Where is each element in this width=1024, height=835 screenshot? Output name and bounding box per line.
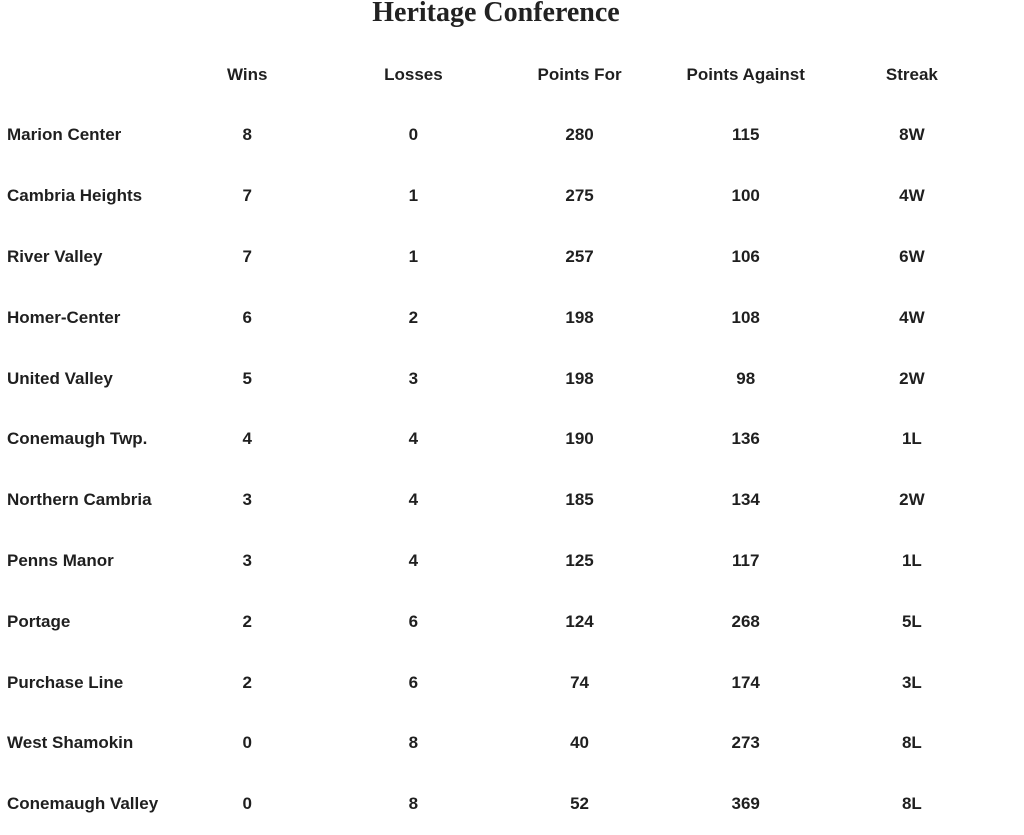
table-row	[0, 409, 995, 470]
wins-cell: 2	[242, 672, 252, 692]
losses-cell: 6	[408, 672, 419, 692]
points-for-column-header: Points For	[537, 64, 622, 84]
streak-cell: 2W	[899, 368, 925, 388]
wins-cell: 4	[242, 429, 252, 449]
points-for-cell: 190	[565, 429, 594, 449]
losses-cell: 1	[408, 246, 419, 266]
points-for-cell: 198	[565, 368, 594, 388]
table-row	[0, 531, 995, 592]
streak-column-header: Streak	[885, 64, 938, 84]
points-for-cell: 198	[565, 307, 594, 327]
page-title: Heritage Conference	[372, 0, 620, 28]
streak-cell: 1L	[901, 550, 922, 570]
team-name: Penns Manor	[7, 550, 114, 570]
table-row	[0, 227, 995, 288]
streak-cell: 4W	[899, 186, 925, 206]
points-against-cell: 136	[731, 429, 760, 449]
points-against-cell: 273	[731, 733, 760, 753]
streak-cell: 8L	[901, 733, 922, 753]
points-against-cell: 108	[731, 307, 760, 327]
losses-cell: 4	[408, 490, 419, 510]
points-against-cell: 98	[736, 368, 756, 388]
wins-cell: 6	[242, 307, 252, 327]
wins-cell: 7	[242, 186, 252, 206]
losses-cell: 8	[408, 794, 419, 814]
standings-table	[0, 44, 995, 835]
wins-cell: 3	[242, 490, 252, 510]
team-name: River Valley	[7, 246, 103, 266]
team-name: Portage	[7, 611, 71, 631]
points-against-column-header: Points Against	[686, 64, 805, 84]
table-row	[0, 166, 995, 227]
points-against-cell: 134	[731, 490, 760, 510]
losses-cell: 3	[408, 368, 419, 388]
streak-cell: 2W	[899, 490, 925, 510]
wins-cell: 5	[242, 368, 252, 388]
streak-cell: 4W	[899, 307, 925, 327]
points-against-cell: 100	[731, 186, 760, 206]
table-row	[0, 348, 995, 409]
streak-cell: 8W	[899, 125, 925, 145]
wins-cell: 8	[242, 125, 252, 145]
losses-cell: 4	[408, 550, 419, 570]
bottom-edge	[0, 818, 1024, 822]
table-row	[0, 470, 995, 531]
points-for-cell: 257	[565, 246, 594, 266]
table-row	[0, 652, 995, 713]
losses-column-header: Losses	[384, 64, 443, 84]
losses-cell: 6	[408, 611, 419, 631]
points-against-cell: 106	[731, 246, 760, 266]
wins-cell: 0	[242, 733, 252, 753]
points-for-cell: 74	[570, 672, 589, 692]
table-row	[0, 591, 995, 652]
team-name: Conemaugh Valley	[7, 794, 159, 814]
table-row	[0, 774, 995, 835]
table-row	[0, 105, 995, 166]
losses-cell: 8	[408, 733, 419, 753]
team-name: Purchase Line	[7, 672, 124, 692]
points-against-cell: 174	[731, 672, 760, 692]
team-name: Marion Center	[7, 125, 122, 145]
points-for-cell: 125	[565, 550, 594, 570]
points-against-cell: 268	[731, 611, 760, 631]
points-for-cell: 40	[570, 733, 589, 753]
points-against-cell: 369	[731, 794, 760, 814]
losses-cell: 0	[408, 125, 419, 145]
streak-cell: 8L	[901, 794, 922, 814]
wins-cell: 3	[242, 550, 252, 570]
streak-cell: 3L	[901, 672, 922, 692]
points-for-cell: 124	[565, 611, 594, 631]
team-column-header	[0, 44, 164, 105]
team-name: Northern Cambria	[7, 490, 152, 510]
points-against-cell: 115	[731, 125, 760, 145]
team-name: Conemaugh Twp.	[7, 429, 148, 449]
losses-cell: 1	[408, 186, 419, 206]
team-name: United Valley	[7, 368, 113, 388]
losses-cell: 2	[408, 307, 419, 327]
wins-column-header: Wins	[227, 64, 268, 84]
team-name: West Shamokin	[7, 733, 134, 753]
table-row	[0, 713, 995, 774]
table-row	[0, 287, 995, 348]
header-row	[0, 44, 995, 105]
streak-cell: 1L	[901, 429, 922, 449]
streak-cell: 6W	[899, 246, 925, 266]
points-for-cell: 52	[570, 794, 589, 814]
points-for-cell: 275	[565, 186, 594, 206]
wins-cell: 2	[242, 611, 252, 631]
team-name: Cambria Heights	[7, 186, 143, 206]
points-for-cell: 280	[565, 125, 594, 145]
points-against-cell: 117	[731, 550, 760, 570]
wins-cell: 7	[242, 246, 252, 266]
losses-cell: 4	[408, 429, 419, 449]
team-name: Homer-Center	[7, 307, 121, 327]
streak-cell: 5L	[901, 611, 922, 631]
wins-cell: 0	[242, 794, 252, 814]
points-for-cell: 185	[565, 490, 594, 510]
